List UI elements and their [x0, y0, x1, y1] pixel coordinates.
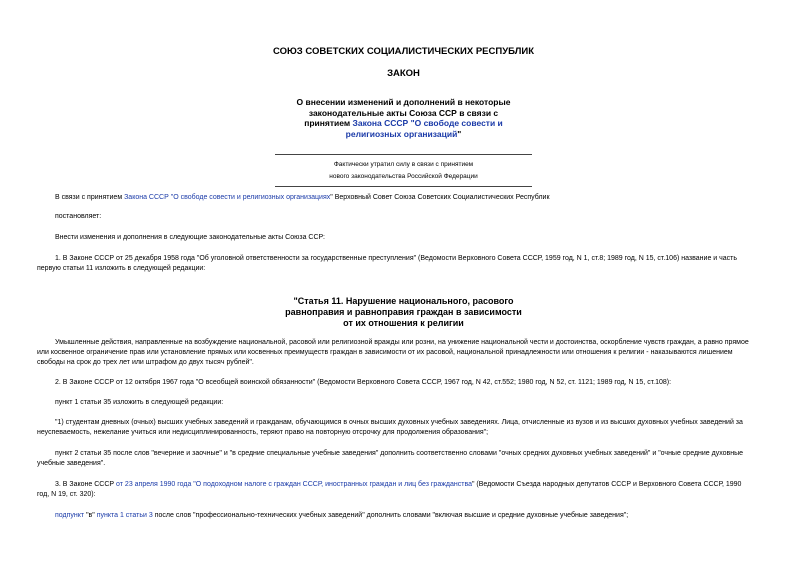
article-point-link[interactable]: пункта 1 статьи 3 [96, 512, 153, 519]
paragraph: "1) студентам дневных (очных) высших учебных заведений и гражданам, обучающимся в очных высших духовных учебных заведениях. Лица, отчисленные из вузов и из высших духовных учебных заведений за [55, 419, 743, 426]
paragraph: неуспеваемость, нежелание учиться или недисциплинированность, теряют право на повторную отсрочку для продолжения образования"; [37, 429, 489, 436]
paragraph: свободы на срок до трех лет или штрафом до двух тысяч рублей". [37, 359, 254, 366]
divider-top [275, 154, 532, 155]
paragraph [55, 511, 628, 521]
paragraph [55, 193, 550, 203]
law-link[interactable]: Закона СССР "О свободе совести и религиозных организациях [124, 194, 331, 201]
law-title-line: О внесении изменений и дополнений в некоторые [296, 97, 511, 107]
paragraph-text: после слов "профессионально-технических учебных заведений" дополнить словами "включая высшие и средние духовные учебные заведения"; [152, 512, 629, 519]
paragraph: учебные заведения". [37, 460, 106, 467]
law-link[interactable]: от 23 апреля 1990 года "О подоходном налоге с граждан СССР, иностранных граждан и лиц без гражданства [116, 481, 472, 488]
paragraph: или косвенное ограничение прав или установление прямых или косвенных преимуществ граждан в зависимости от их расовой, национальной принадлежности или отношения к религии - наказываются лишением [37, 349, 733, 356]
divider-bottom [275, 186, 532, 187]
notice-line: нового законодательства Российской Федерации [329, 173, 478, 180]
law-title-text: принятием [304, 118, 353, 128]
subpoint-link[interactable]: подпункт [55, 512, 85, 519]
law-title-line: законодательные акты Союза ССР в связи с [308, 107, 499, 118]
paragraph-text: " (Ведомости Съезда народных депутатов СССР и Верховного Совета СССР, 1990 [472, 481, 742, 488]
paragraph: Умышленные действия, направленные на возбуждение национальной, расовой или религиозной вражды или розни, на унижение национальной чести и достоинства, оскорбление чувств граждан, а равно прямое [55, 339, 749, 346]
paragraph: год, N 19, ст. 320): [37, 491, 96, 498]
paragraph-text: "в" [84, 512, 97, 519]
paragraph: первую статьи 11 изложить в следующей редакции: [37, 265, 206, 272]
law-title-link-cont[interactable]: религиозных организаций [345, 128, 458, 139]
law-title-line [0, 129, 807, 140]
law-title-text: " [457, 128, 462, 139]
paragraph: пункт 1 статьи 35 изложить в следующей редакции: [55, 399, 224, 406]
paragraph: пункт 2 статьи 35 после слов "вечерние и заочные" и "в средние специальные учебные заведения" дополнить соответственно словами "очных средних духовных учебных заведений" и "очные средние духовные [55, 450, 744, 457]
law-title-link[interactable]: Закона СССР "О свободе совести и [352, 118, 503, 128]
article-title-line: от их отношения к религии [343, 318, 464, 328]
article-title-line: равноправия и равноправия граждан в зависимости [285, 307, 522, 317]
law-title [0, 97, 807, 139]
article-title-line: "Статья 11. Нарушение национального, расового [293, 296, 514, 306]
paragraph-text: 3. В Законе СССР [55, 481, 117, 488]
paragraph-text: " Верховный Совет Союза Советских Социалистических Республик [330, 194, 550, 201]
paragraph-text: В связи с принятием [55, 194, 125, 201]
article-title [0, 296, 807, 329]
paragraph: постановляет: [55, 213, 102, 220]
union-heading: СОЮЗ СОВЕТСКИХ СОЦИАЛИСТИЧЕСКИХ РЕСПУБЛИК [272, 46, 534, 57]
notice-line: Фактически утратил силу в связи с принятием [333, 161, 474, 168]
paragraph [55, 480, 741, 490]
paragraph: Внести изменения и дополнения в следующие законодательные акты Союза ССР: [55, 234, 325, 241]
doc-type-heading: ЗАКОН [387, 68, 420, 79]
paragraph: 2. В Законе СССР от 12 октября 1967 года "О всеобщей воинской обязанности" (Ведомости Верховного Совета СССР, 1967 год, N 42, ст.552; 1980 год, N 52, ст. 1121; 1989 год, N 15, ст.108): [55, 379, 672, 386]
paragraph: 1. В Законе СССР от 25 декабря 1958 года "Об уголовной ответственности за государственные преступления" (Ведомости Верховного Совета СССР, 1959 год, N 1, ст.8; 1989 год, N 15, ст.106) название и часть [55, 255, 738, 262]
law-title-line [0, 118, 807, 129]
